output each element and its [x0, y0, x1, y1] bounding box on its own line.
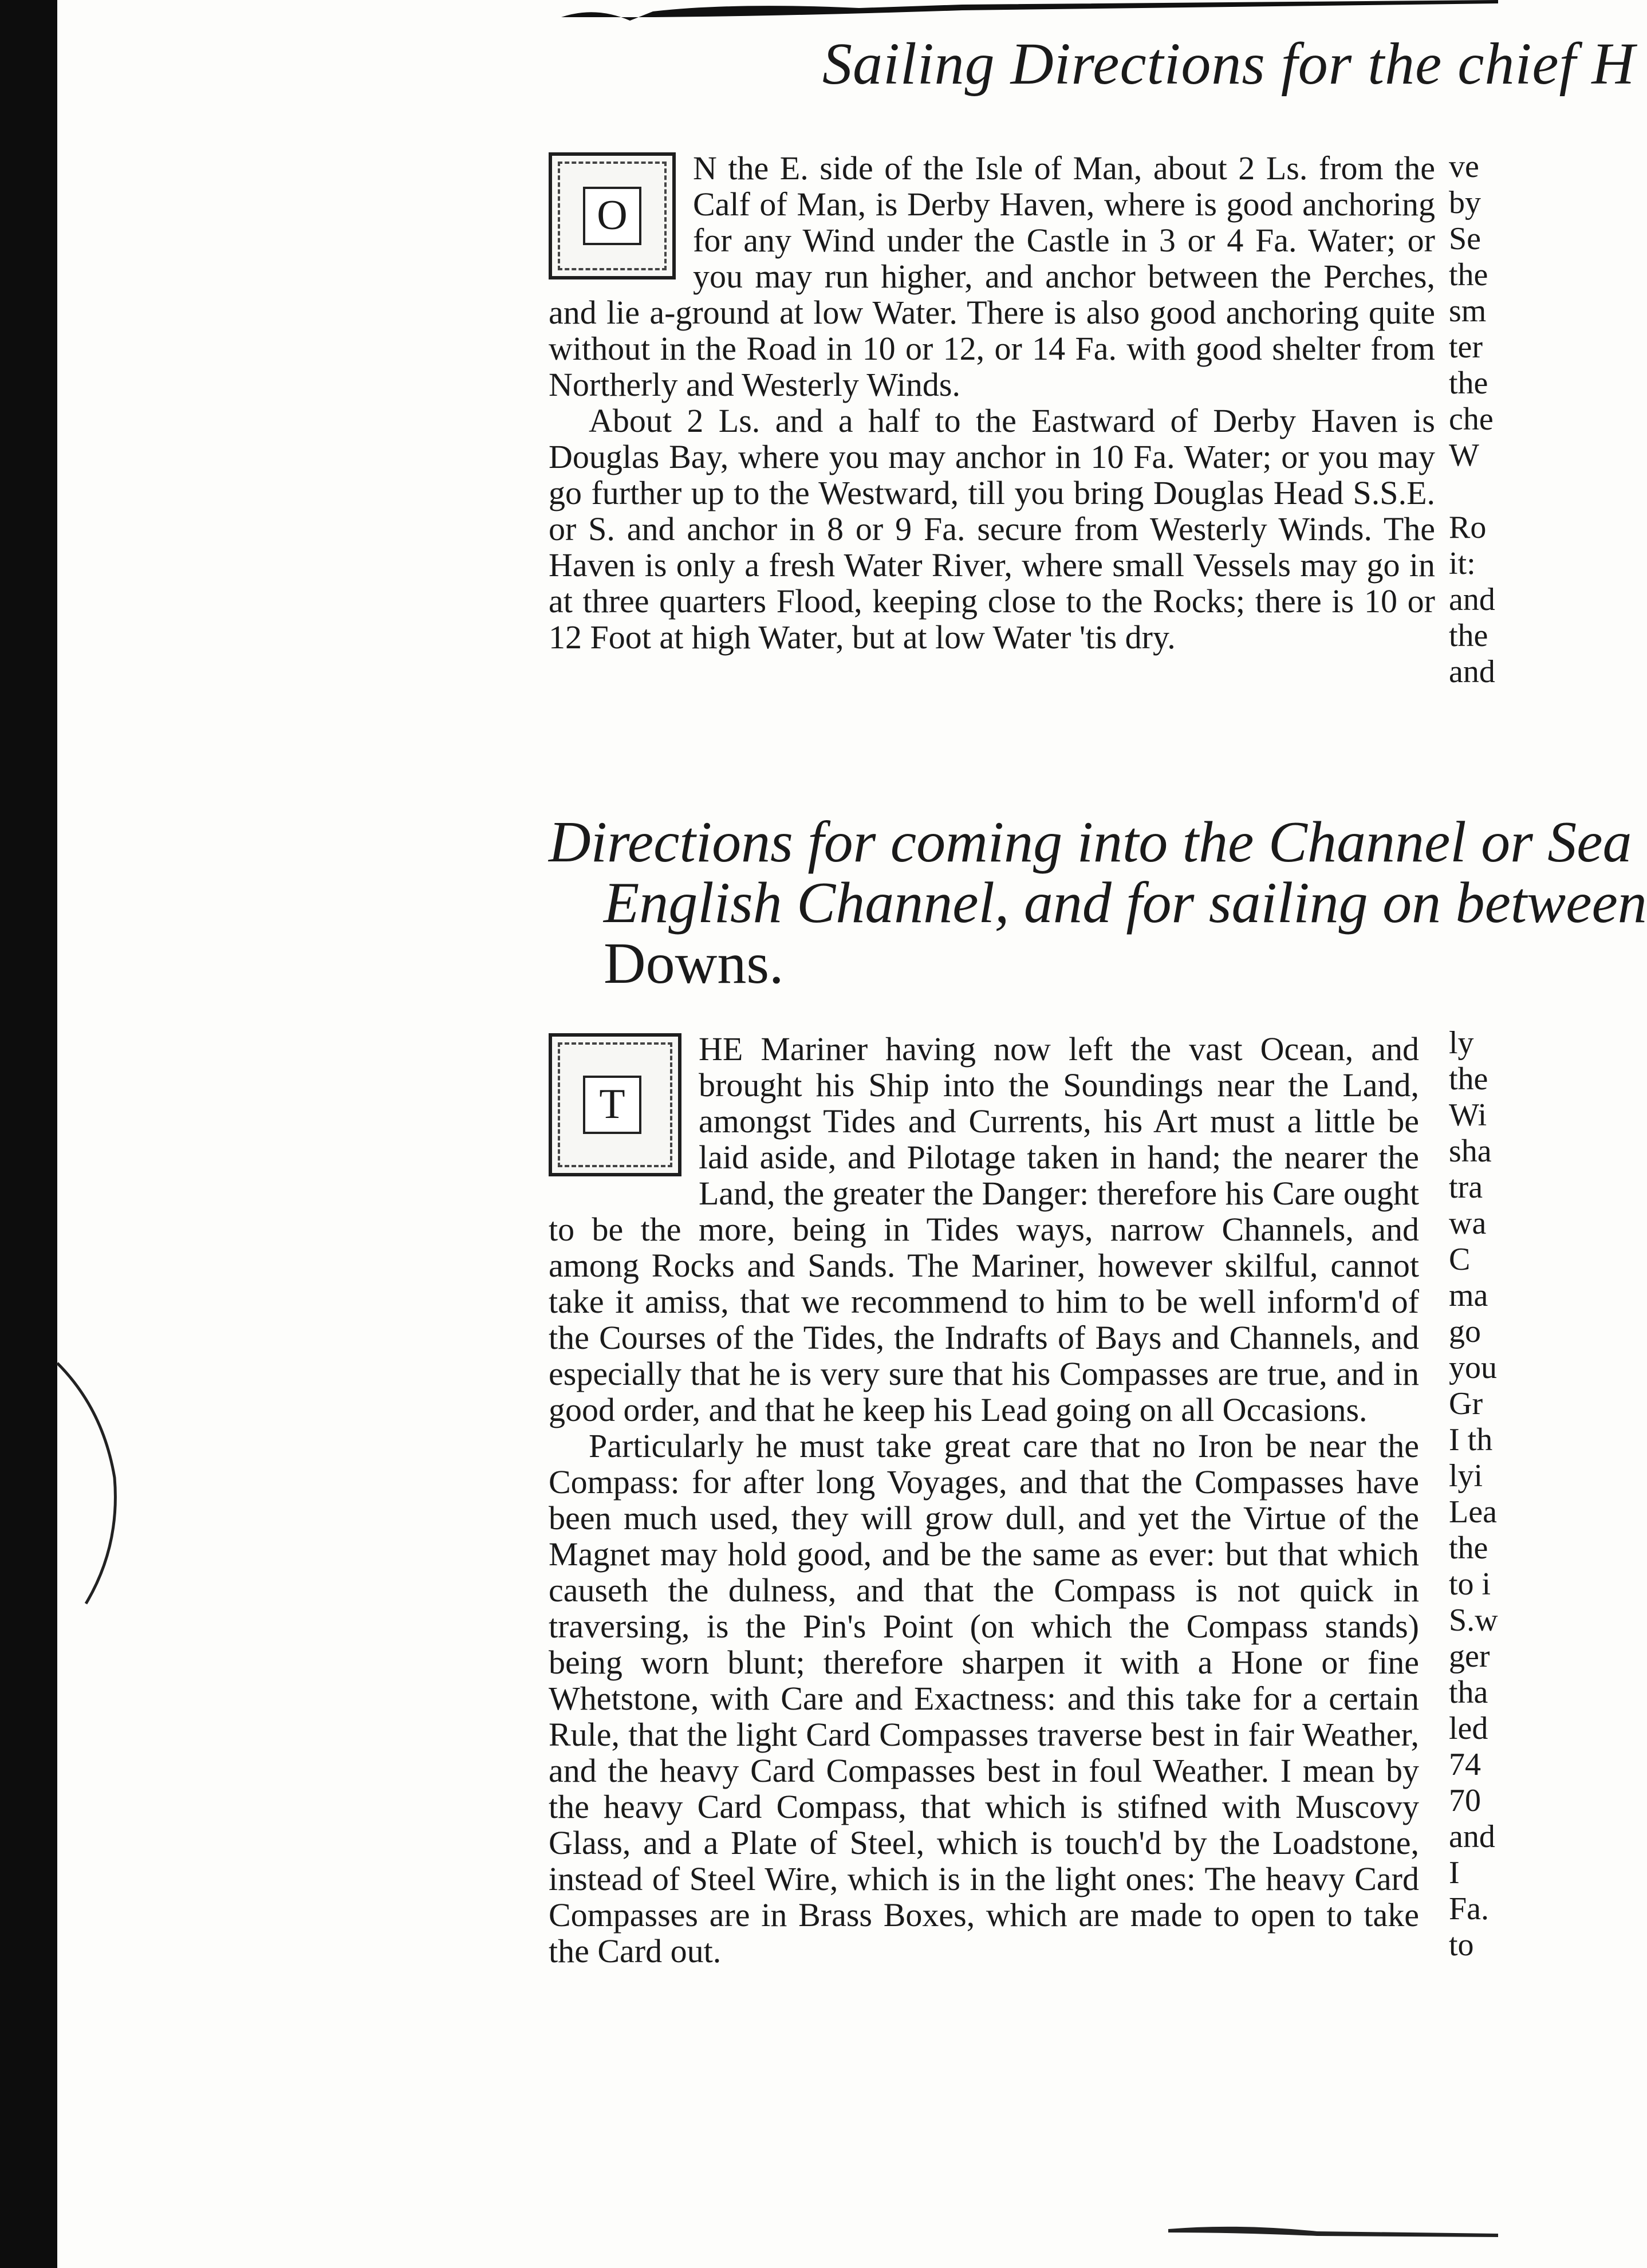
paragraph-mariner: HE Mariner having now left the vast Ocean, and brought his Ship into the Soundings near the Land, amongst Tides and Currents, his Art must a little be laid aside, and Pilotage taken in hand; the nearer the Land, the greater the Danger: therefore his Care ought to be the more, being in Tides ways, narrow Channels, and among Rocks and Sands. The Mariner, however skilful, cannot take it amiss, that we recommend to him to be well inform'd of the Courses of the Tides, the Indrafts of Bays and Channels, and especially that he is very sure that his Compasses are true, and in good order, and that he keep his Lead going on all Occasions.	[549, 1030, 1419, 1428]
paragraph-derby-haven: N the E. side of the Isle of Man, about 2 Ls. from the Calf of Man, is Derby Haven, where is good anchoring for any Wind under the Castle in 3 or 4 Fa. Water; or you may run higher, and anchor between the Perches, and lie a-ground at low Water. There is also good anchoring quite without in the Road in 10 or 12, or 14 Fa. with good shelter from Northerly and Westerly Winds.	[549, 149, 1435, 403]
right-column-fragment-line: the	[1449, 1061, 1488, 1097]
right-column-fragment-line: wa	[1449, 1206, 1487, 1241]
right-column-fragment-line: S.w	[1449, 1602, 1498, 1638]
right-column-fragment-line: ma	[1449, 1278, 1488, 1313]
right-column-fragment-line: sha	[1449, 1133, 1492, 1169]
right-column-fragment-line: Se	[1449, 221, 1481, 257]
right-column-fragment-upper	[1449, 149, 1498, 690]
right-column-fragment-line: and	[1449, 1819, 1495, 1854]
right-column-fragment-line: Ro	[1449, 510, 1487, 545]
drop-cap-letter: O	[583, 187, 641, 245]
right-column-fragment-line: ve	[1449, 149, 1479, 184]
right-column-fragment-line: sm	[1449, 293, 1487, 329]
drop-cap-letter: T	[583, 1076, 641, 1134]
section-heading	[549, 810, 1647, 996]
paragraph-douglas-bay: About 2 Ls. and a half to the Eastward of Derby Haven is Douglas Bay, where you may anchor in 10 Fa. Water; or you may go further up to the Westward, till you bring Douglas Head S.S.E. or S. and anchor in 8 or 9 Fa. secure from Westerly Winds. The Haven is only a fresh Water River, where small Vessels may go in at three quarters Flood, keeping close to the Rocks; there is 10 or 12 Foot at high Water, but at low Water 'tis dry.	[549, 402, 1435, 656]
right-column-fragment-line: C	[1449, 1242, 1471, 1277]
right-column-fragment-line: 74	[1449, 1747, 1481, 1782]
right-column-fragment-line: Gr	[1449, 1386, 1483, 1422]
right-column-fragment-line: the	[1449, 1530, 1488, 1566]
heading-line-1: Directions for coming into the Channel or Sea	[549, 810, 1632, 875]
right-column-fragment-line: tha	[1449, 1675, 1488, 1710]
section-isle-of-man	[549, 150, 1435, 655]
right-column-fragment-line: Lea	[1449, 1494, 1497, 1530]
right-column-fragment-line: ter	[1449, 329, 1483, 365]
right-column-fragment-line: W	[1449, 438, 1479, 473]
right-column-fragment-lower	[1449, 1025, 1498, 1963]
right-column-fragment-line: lyi	[1449, 1458, 1483, 1494]
right-column-fragment-line: ger	[1449, 1639, 1490, 1674]
right-column-fragment-line: to i	[1449, 1566, 1491, 1602]
right-column-fragment-line: Fa.	[1449, 1891, 1489, 1927]
scan-left-margin	[0, 0, 57, 2268]
right-column-fragment-line: the	[1449, 618, 1488, 653]
right-column-fragment-line: go	[1449, 1314, 1481, 1349]
right-column-fragment-line: to	[1449, 1927, 1474, 1963]
heading-line-2: English Channel, and for sailing on between	[604, 871, 1647, 935]
page-edge-curl	[0, 1363, 149, 1604]
heading-line-3: Downs.	[604, 931, 784, 996]
right-column-fragment-line: che	[1449, 401, 1494, 437]
bottom-smudge	[1168, 2221, 1498, 2244]
top-ink-blot	[561, 0, 1498, 23]
right-column-fragment-line: ly	[1449, 1025, 1474, 1061]
right-column-fragment-line: 70	[1449, 1783, 1481, 1818]
paragraph-compass: Particularly he must take great care that no Iron be near the Compass: for after long Voyages, and that the Compasses have been much used, they will grow dull, and yet the Virtue of the Magnet may hold good, and be the same as ever: but that which causeth the dulness, and that the Compass is not quick in traversing, is the Pin's Point (on which the Compass stands) being worn blunt; therefore sharpen it with a Hone or fine Whetstone, with Care and Exactness: and this take for a certain Rule, that the light Card Compasses traverse best in fair Weather, and the heavy Card Compasses best in foul Weather. I mean by the heavy Card Compass, that which is stifned with Muscovy Glass, and a Plate of Steel, which is touch'd by the Loadstone, instead of Steel Wire, which is in the light ones: The heavy Card Compasses are in Brass Boxes, which are made to open to take the Card out.	[549, 1427, 1419, 1970]
right-column-fragment-line: tra	[1449, 1170, 1483, 1205]
right-column-fragment-line: led	[1449, 1711, 1488, 1746]
right-column-fragment-line	[1449, 474, 1498, 510]
right-column-fragment-line: Wi	[1449, 1097, 1487, 1133]
right-column-fragment-line: it:	[1449, 546, 1476, 581]
ornamental-drop-cap	[549, 152, 676, 279]
right-column-fragment-line: the	[1449, 365, 1488, 401]
right-column-fragment-line: by	[1449, 185, 1481, 220]
right-column-fragment-line: you	[1449, 1350, 1497, 1385]
ornamental-drop-cap	[549, 1033, 681, 1176]
right-column-fragment-line: I	[1449, 1855, 1460, 1891]
right-column-fragment-line: the	[1449, 257, 1488, 293]
right-column-fragment-line: and	[1449, 582, 1495, 617]
section-channel-directions	[549, 1031, 1419, 1969]
right-column-fragment-line: I th	[1449, 1422, 1493, 1458]
running-header: Sailing Directions for the chief H	[822, 31, 1636, 97]
right-column-fragment-line: and	[1449, 654, 1495, 690]
